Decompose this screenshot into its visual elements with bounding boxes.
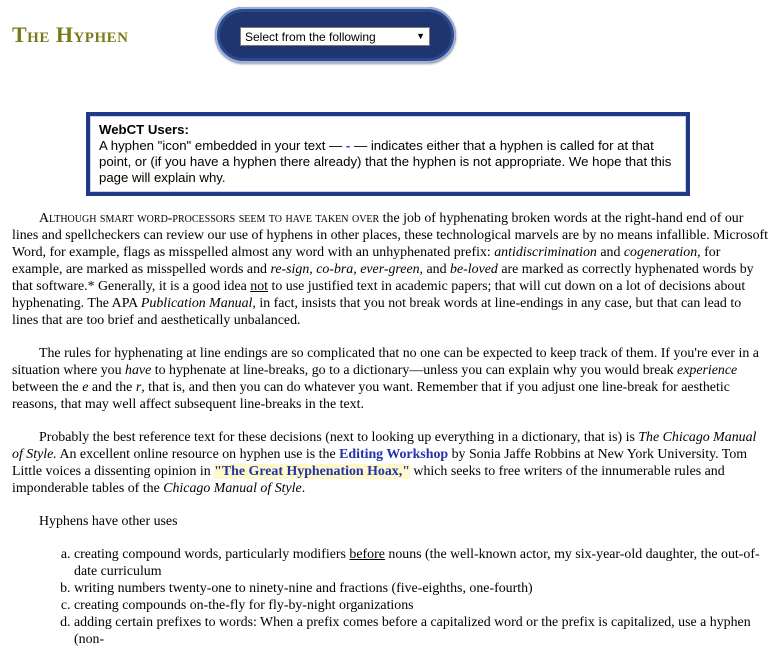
uses-intro: Hyphens have other uses	[39, 514, 178, 529]
notice-text-end: indicates either that a hyphen is called for at that point, or (if you have a hyphen there already) that the hyphen is not appropriate. We hope that this page will explain why.	[99, 138, 672, 185]
text: and	[423, 262, 451, 277]
hyphen-icon-right: —	[350, 138, 371, 153]
dropdown-arrow-icon: ▼	[416, 31, 425, 41]
text: by Sonia Jaffe Robbins at New York University. Tom Little voices a dissenting opinion in	[12, 447, 748, 479]
webct-notice-body	[90, 116, 686, 192]
example-word: cogeneration,	[623, 245, 701, 260]
list-item: d. adding certain prefixes to words: When a prefix comes before a capitalized word or the prefix is capitalized, use a hyphen (non-	[74, 614, 768, 648]
text: .	[301, 481, 306, 496]
example-word: antidiscrimination	[494, 245, 597, 260]
list-item: c. creating compounds on-the-fly for fly-by-night organizations	[74, 597, 768, 614]
text: for example, are marked as misspelled words and	[12, 245, 721, 277]
uses-list	[12, 546, 768, 648]
example-word: experience	[677, 363, 738, 378]
lead-in: Although smart word-processors seem to have taken over	[39, 211, 380, 226]
editing-workshop-link[interactable]: Editing Workshop	[339, 447, 449, 462]
text: creating compound words, particularly modifiers	[74, 547, 350, 562]
list-item: b. writing numbers twenty-one to ninety-nine and fractions (five-eighths, one-fourth)	[74, 580, 768, 597]
text: to use justified text in academic papers; that will cut down on a lot of decisions about hyphenating. The APA	[12, 279, 746, 311]
paragraph-references	[12, 429, 768, 497]
notice-heading: WebCT Users:	[99, 122, 189, 137]
page-title: The Hyphen	[12, 22, 129, 47]
example-letter: r	[135, 380, 142, 395]
list-item	[74, 546, 768, 580]
hyphen-icon-left: —	[325, 138, 346, 153]
book-title: Chicago Manual of Style	[163, 481, 302, 496]
emphasis-word: have	[125, 363, 152, 378]
text: between the	[12, 380, 83, 395]
topic-select-value: Select from the following	[245, 30, 376, 44]
text: the job of hyphenating broken words at the right-hand end of our lines and spellcheckers can review our use of hyphens in other places, these technological marvels are by no means infallible. Microsoft Word, for example, flags as misspelled almost any word with an unhyphenated prefix:	[12, 211, 769, 260]
text: , that is, and then you can do whatever you want. Remember that if you adjust one line-break for aesthetic reasons, that may well affect subsequent line-breaks in the text.	[12, 380, 730, 412]
text: An excellent online resource on hyphen use is the	[56, 447, 340, 462]
text: in fact, insists that you not break words at line-endings in any case, but that can lead to lines that are too brief and aesthetically unbalanced.	[12, 296, 742, 328]
example-word: be-loved	[450, 262, 498, 277]
notice-text-start: A hyphen "icon" embedded in your text	[99, 138, 326, 153]
text: The rules for hyphenating at line endings are so complicated that no one can be expected to keep track of them. If you're ever in a situation where you	[12, 346, 759, 378]
emphasis-before: before	[349, 547, 385, 562]
text: and the	[88, 380, 136, 395]
emphasis-not: not	[250, 279, 268, 294]
paragraph-line-endings	[12, 345, 768, 413]
text: to hyphenate at line-breaks, go to a dictionary—unless you can explain why you would break	[151, 363, 678, 378]
webct-notice	[86, 112, 690, 196]
text: which seeks to free writers of the innumerable rules and imponderable tables of the	[12, 464, 725, 496]
hyphenation-hoax-link[interactable]: "The Great Hyphenation Hoax,"	[214, 464, 410, 479]
text: and	[596, 245, 624, 260]
notice-text	[99, 138, 677, 186]
article-body	[12, 210, 768, 648]
text: Probably the best reference text for these decisions (next to looking up everything in a dictionary, that is) is	[39, 430, 639, 445]
text: are marked as correctly hyphenated words by that software.* Generally, it is a good idea	[12, 262, 754, 294]
example-word: re-sign, co-bra, ever-green,	[270, 262, 424, 277]
example-letter: e	[82, 380, 89, 395]
paragraph-word-processors	[12, 210, 768, 329]
hyphen-icon: -	[345, 138, 351, 153]
book-title: Publication Manual,	[140, 296, 256, 311]
text: nouns (the well-known actor, my six-year-old daughter, the out-of-date curriculum	[74, 547, 760, 579]
book-title: The Chicago Manual of Style.	[12, 430, 757, 462]
topic-select[interactable]	[240, 27, 430, 46]
